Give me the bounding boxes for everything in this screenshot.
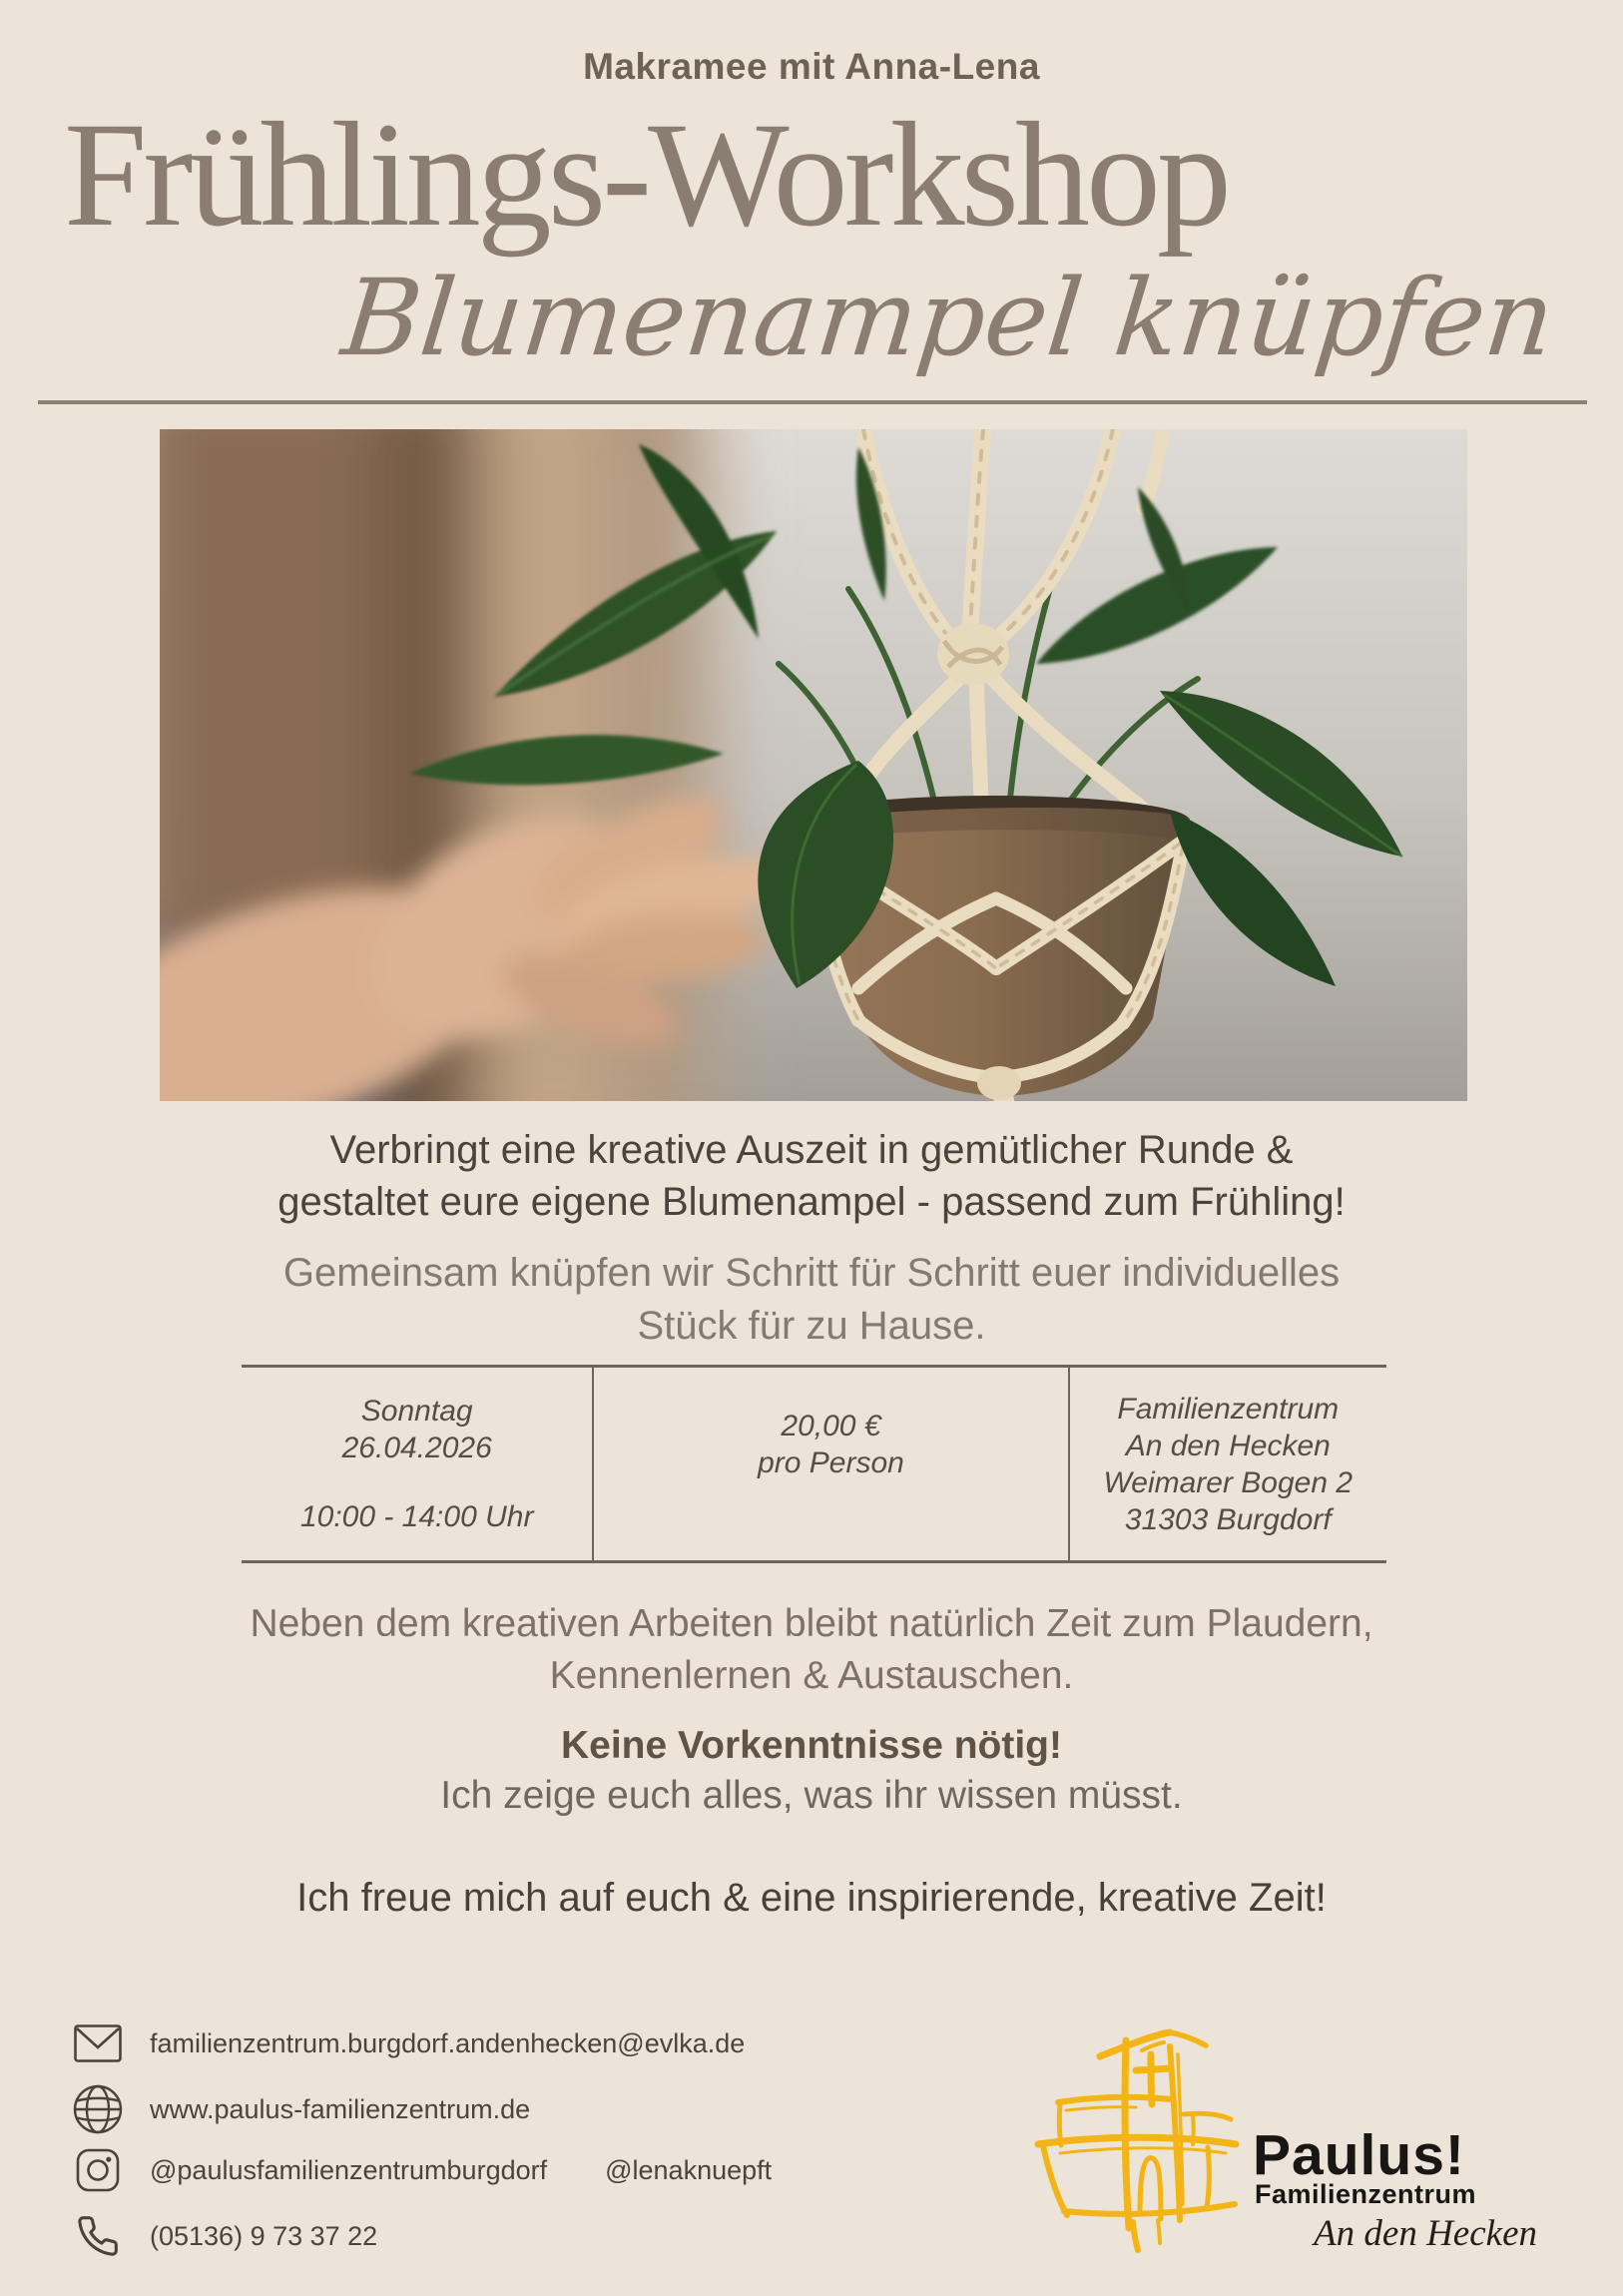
schedule-date: 26.04.2026: [341, 1432, 492, 1464]
logo-wordmark: Paulus!: [1253, 2123, 1465, 2187]
intro-paragraph: [0, 1124, 1623, 1228]
venue-city: 31303 Burgdorf: [1124, 1502, 1332, 1536]
page-title: Frühlings-Workshop: [64, 92, 1228, 258]
contact-phone-row: [70, 2211, 377, 2261]
phone-icon: [70, 2214, 126, 2258]
intro-paragraph-2: [0, 1247, 1623, 1353]
contact-phone: (05136) 9 73 37 22: [150, 2220, 378, 2251]
text-line: Neben dem kreativen Arbeiten bleibt natürlich Zeit zum Plaudern,: [250, 1602, 1373, 1645]
globe-icon: [70, 2083, 126, 2135]
no-experience-note: Keine Vorkenntnisse nötig!: [560, 1724, 1062, 1767]
text-line: Gemeinsam knüpfen wir Schritt für Schritt euer individuelles: [282, 1251, 1341, 1295]
venue-name-2: An den Hecken: [1125, 1429, 1331, 1462]
macrame-photo-illustration: [160, 429, 1467, 1101]
logo-subtitle: Familienzentrum: [1255, 2179, 1477, 2209]
social-paragraph: [0, 1598, 1623, 1702]
schedule-cell: [242, 1368, 592, 1560]
instagram-icon: [70, 2147, 126, 2193]
contact-website-row: [70, 2082, 530, 2136]
venue-street: Weimarer Bogen 2: [1103, 1465, 1353, 1499]
workshop-details-table: [242, 1365, 1386, 1563]
logo-location: An den Hecken: [1314, 2213, 1537, 2254]
schedule-day: Sonntag: [360, 1395, 473, 1428]
schedule-time: 10:00 - 14:00 Uhr: [299, 1500, 534, 1533]
closing-line: Ich freue mich auf euch & eine inspirierende, kreative Zeit!: [296, 1876, 1327, 1920]
teach-note: Ich zeige euch alles, was ihr wissen müsst.: [440, 1774, 1183, 1817]
contact-instagram-row: [70, 2145, 772, 2195]
contact-instagram-main: @paulusfamilienzentrumburgdorf: [150, 2154, 548, 2185]
church-sketch-icon: [1030, 2022, 1240, 2284]
price-unit: pro Person: [758, 1445, 904, 1479]
kicker-line: Makramee mit Anna-Lena: [583, 46, 1040, 87]
text-line: Kennenlernen & Austauschen.: [549, 1654, 1074, 1697]
text-line: Stück für zu Hause.: [637, 1304, 986, 1348]
price-inner: [758, 1408, 904, 1481]
contact-website: www.paulus-familienzentrum.de: [150, 2093, 531, 2124]
contact-instagram-second: @lenaknuepft: [605, 2154, 773, 2185]
text-line: gestaltet eure eigene Blumenampel - passend zum Frühling!: [277, 1180, 1346, 1224]
text-line: Verbringt eine kreative Auszeit in gemütlicher Runde &: [329, 1128, 1294, 1172]
price-amount: 20,00 €: [781, 1409, 881, 1442]
header-divider: [38, 400, 1587, 404]
venue-cell: [1070, 1368, 1386, 1560]
contact-email-row: [70, 2021, 745, 2065]
envelope-icon: [70, 2023, 126, 2063]
contact-email: familienzentrum.burgdorf.andenhecken@evlka.de: [150, 2027, 746, 2058]
workshop-photo: [160, 429, 1467, 1101]
price-cell: [592, 1368, 1069, 1560]
page-subtitle: Blumenampel knüpfen: [336, 257, 1560, 379]
venue-name: Familienzentrum: [1117, 1392, 1340, 1426]
